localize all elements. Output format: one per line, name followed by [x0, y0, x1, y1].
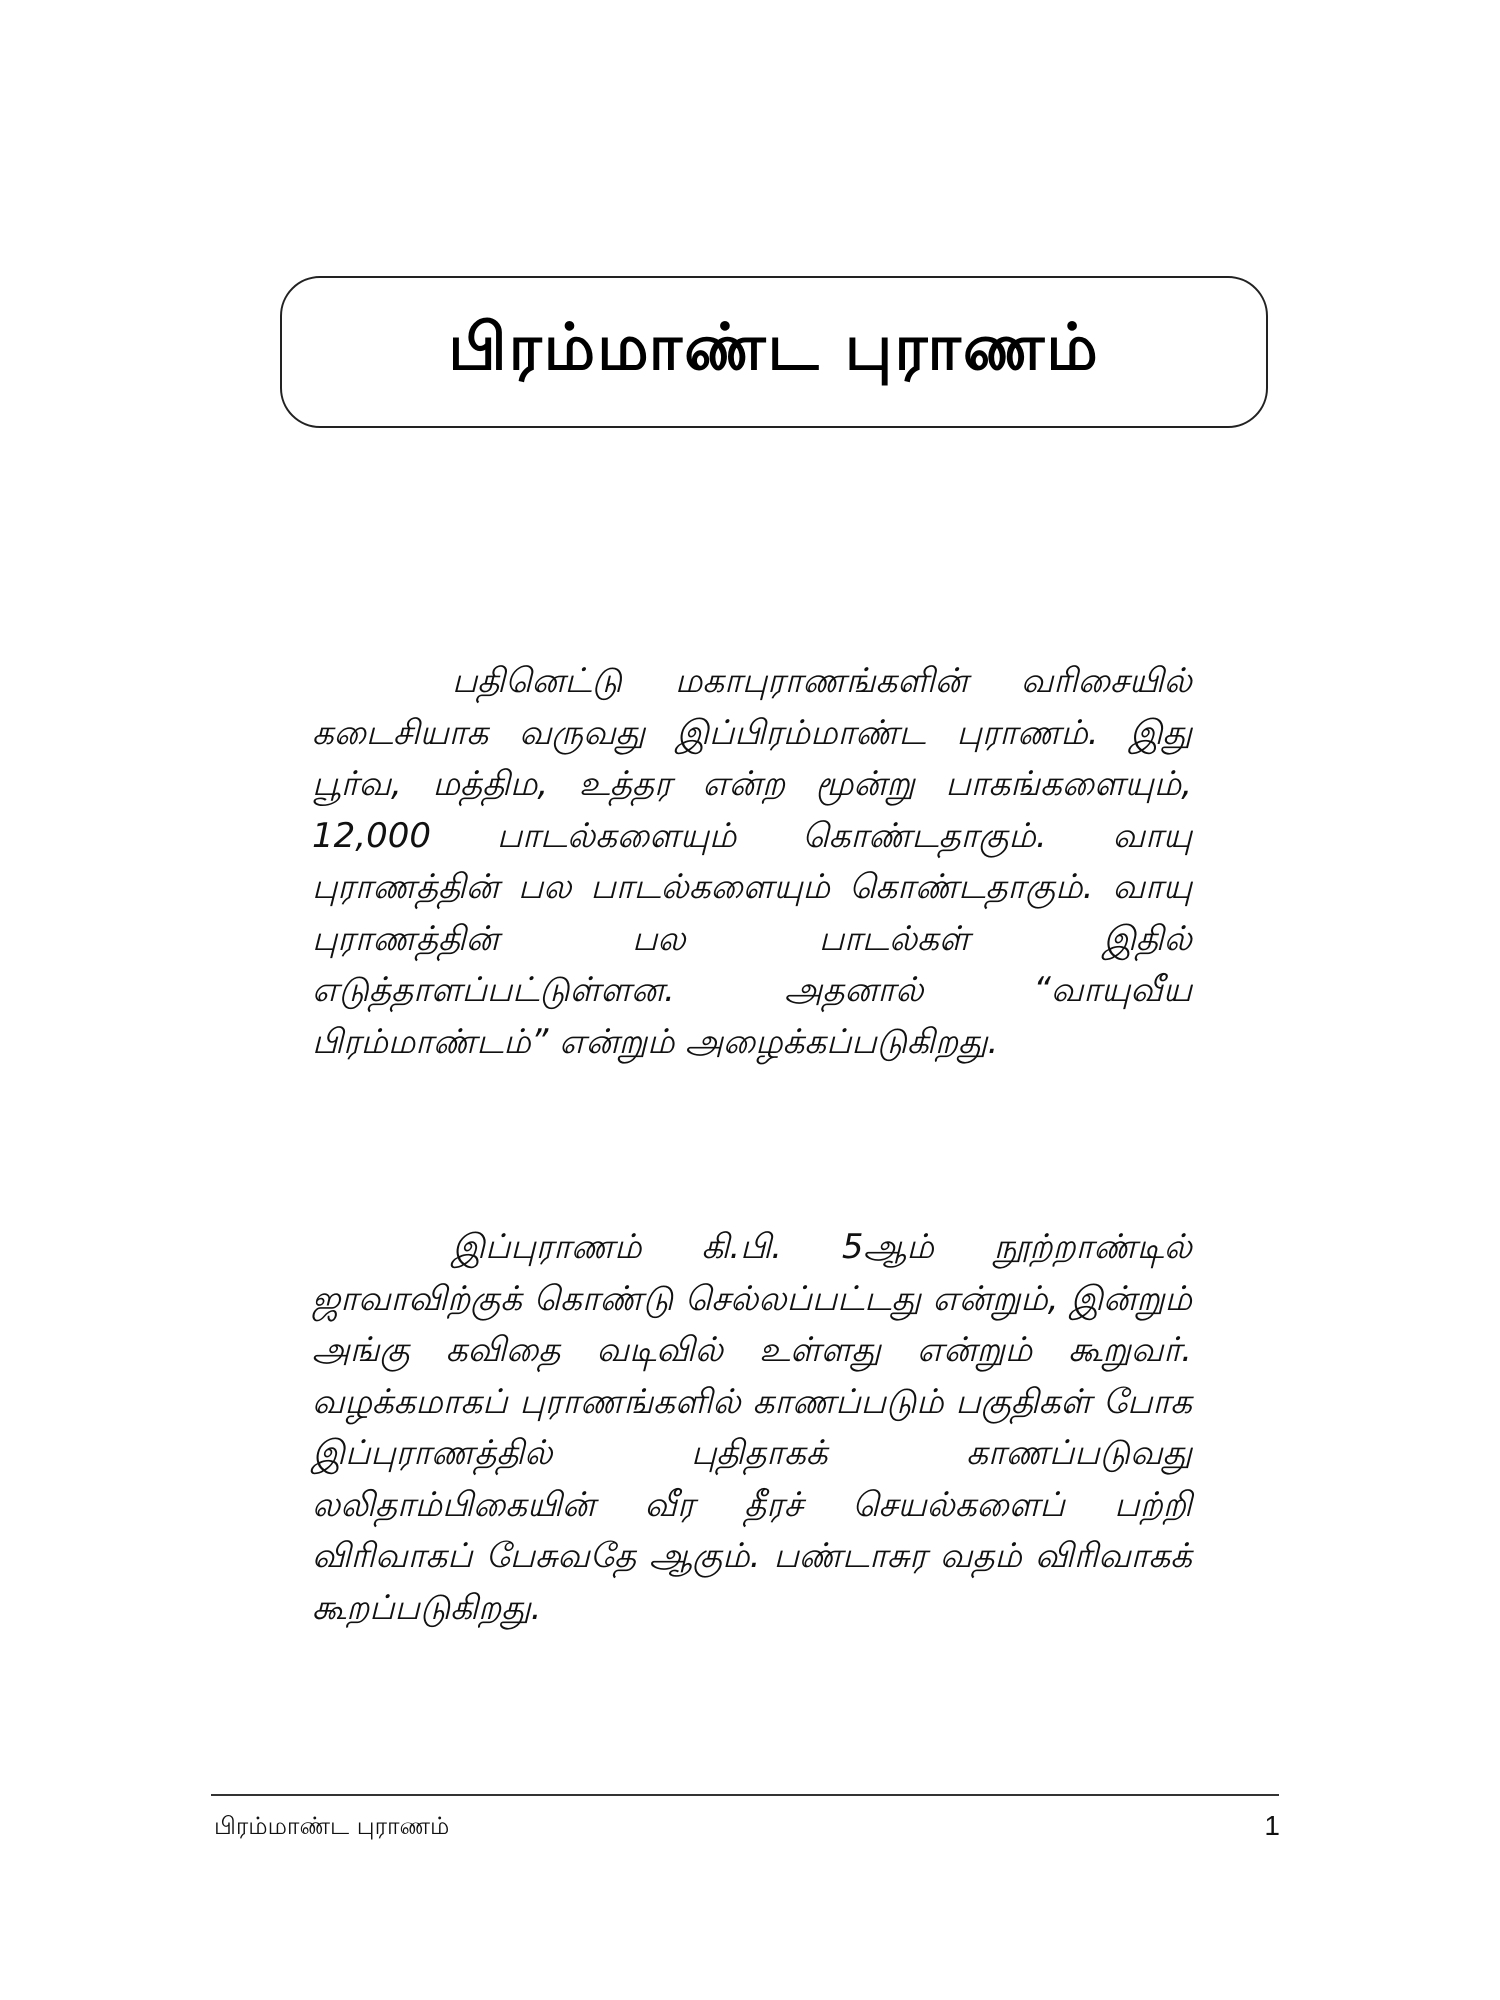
title-box	[280, 276, 1268, 428]
footer-divider	[211, 1794, 1279, 1796]
page-title: பிரம்மாண்ட புராணம்	[448, 311, 1100, 385]
paragraph-2: இப்புராணம் கி.பி. 5ஆம் நூற்றாண்டில் ஜாவாவிற்குக் கொண்டு செல்லப்பட்டது என்றும், இன்றும் அங்கு கவிதை வடிவில் உள்ளது என்றும் கூறுவர். வழக்கமாகப் புராணங்களில் காணப்படும் பகுதிகள் போக இப்புராணத்தில் புதிதாகக் காணப்படுவது லலிதாம்பிகையின் வீர தீரச் செயல்களைப் பற்றி விரிவாகப் பேசுவதே ஆகும். பண்டாசுர வதம் விரிவாகக் கூறப்படுகிறது.	[312, 1227, 1192, 1628]
footer-title: பிரம்மாண்ட புராணம்	[214, 1812, 450, 1840]
paragraph-1: பதினெட்டு மகாபுராணங்களின் வரிசையில் கடைசியாக வருவது இப்பிரம்மாண்ட புராணம். இது பூர்வ, மத்திம, உத்தர என்ற மூன்று பாகங்களையும், 12,000 பாடல்களையும் கொண்டதாகும். வாயு புராணத்தின் பல பாடல்களையும் கொண்டதாகும். வாயு புராணத்தின் பல பாடல்கள் இதில் எடுத்தாளப்பட்டுள்ளன. அதனால் “வாயுவீய பிரம்மாண்டம்” என்றும் அழைக்கப்படுகிறது.	[312, 661, 1192, 1062]
page-number: 1	[1264, 1810, 1280, 1841]
